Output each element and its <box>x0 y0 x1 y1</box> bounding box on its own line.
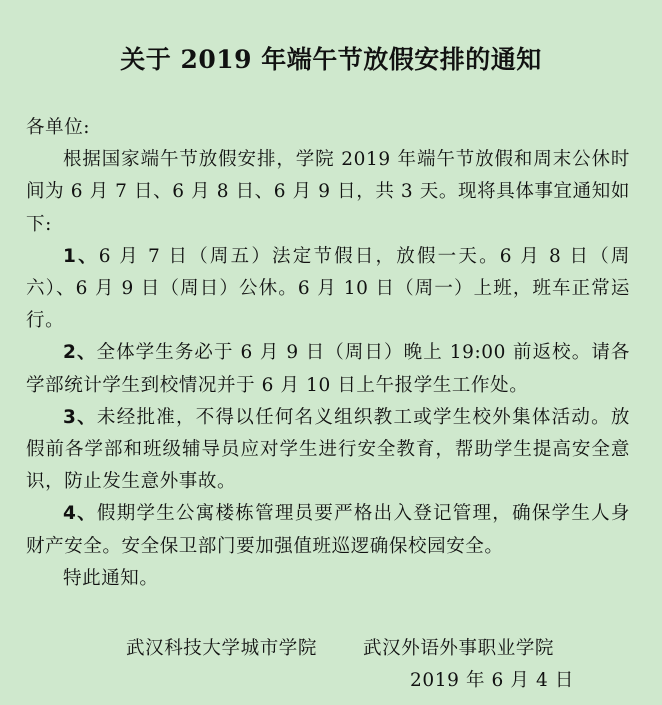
item-text: 未经批准，不得以任何名义组织教工或学生校外集体活动。放假前各学部和班级辅导员应对学生进行安全教育，帮助学生提高安全意识，防止发生意外事故。 <box>26 406 631 493</box>
item-4 <box>26 498 630 562</box>
signers <box>0 634 662 664</box>
item-3 <box>26 402 630 499</box>
notice-title: 关于 2019 年端午节放假安排的通知 <box>120 45 542 74</box>
item-number: 1、 <box>63 245 99 267</box>
item-number: 4、 <box>63 503 97 525</box>
item-text: 6 月 7 日（周五）法定节假日，放假一天。6 月 8 日（周六）、6 月 9 日（周日）公休。6 月 10 日（周一）上班，班车正常运行。 <box>26 245 631 332</box>
item-number: 3、 <box>63 406 97 428</box>
item-number: 2、 <box>63 342 97 364</box>
item-1 <box>26 241 630 338</box>
item-2 <box>26 337 630 401</box>
salutation: 各单位: <box>26 117 91 138</box>
closing: 特此通知。 <box>63 567 159 589</box>
intro-paragraph: 根据国家端午节放假安排，学院 2019 年端午节放假和周末公休时间为 6 月 7 日、6 月 8 日、6 月 9 日，共 3 天。现将具体事宜通知如下: <box>26 149 630 235</box>
signer-2: 武汉外语外事职业学院 <box>363 638 555 659</box>
notice-body <box>26 112 630 595</box>
notice-date: 2019 年 6 月 4 日 <box>410 670 574 691</box>
signer-1: 武汉科技大学城市学院 <box>126 638 318 659</box>
item-text: 全体学生务必于 6 月 9 日（周日）晚上 19:00 前返校。请各学部统计学生到校情况并于 6 月 10 日上午报学生工作处。 <box>26 342 630 396</box>
signature-block <box>0 634 662 691</box>
item-text: 假期学生公寓楼栋管理员要严格出入登记管理，确保学生人身财产安全。安全保卫部门要加强值班巡逻确保校园安全。 <box>26 503 631 557</box>
